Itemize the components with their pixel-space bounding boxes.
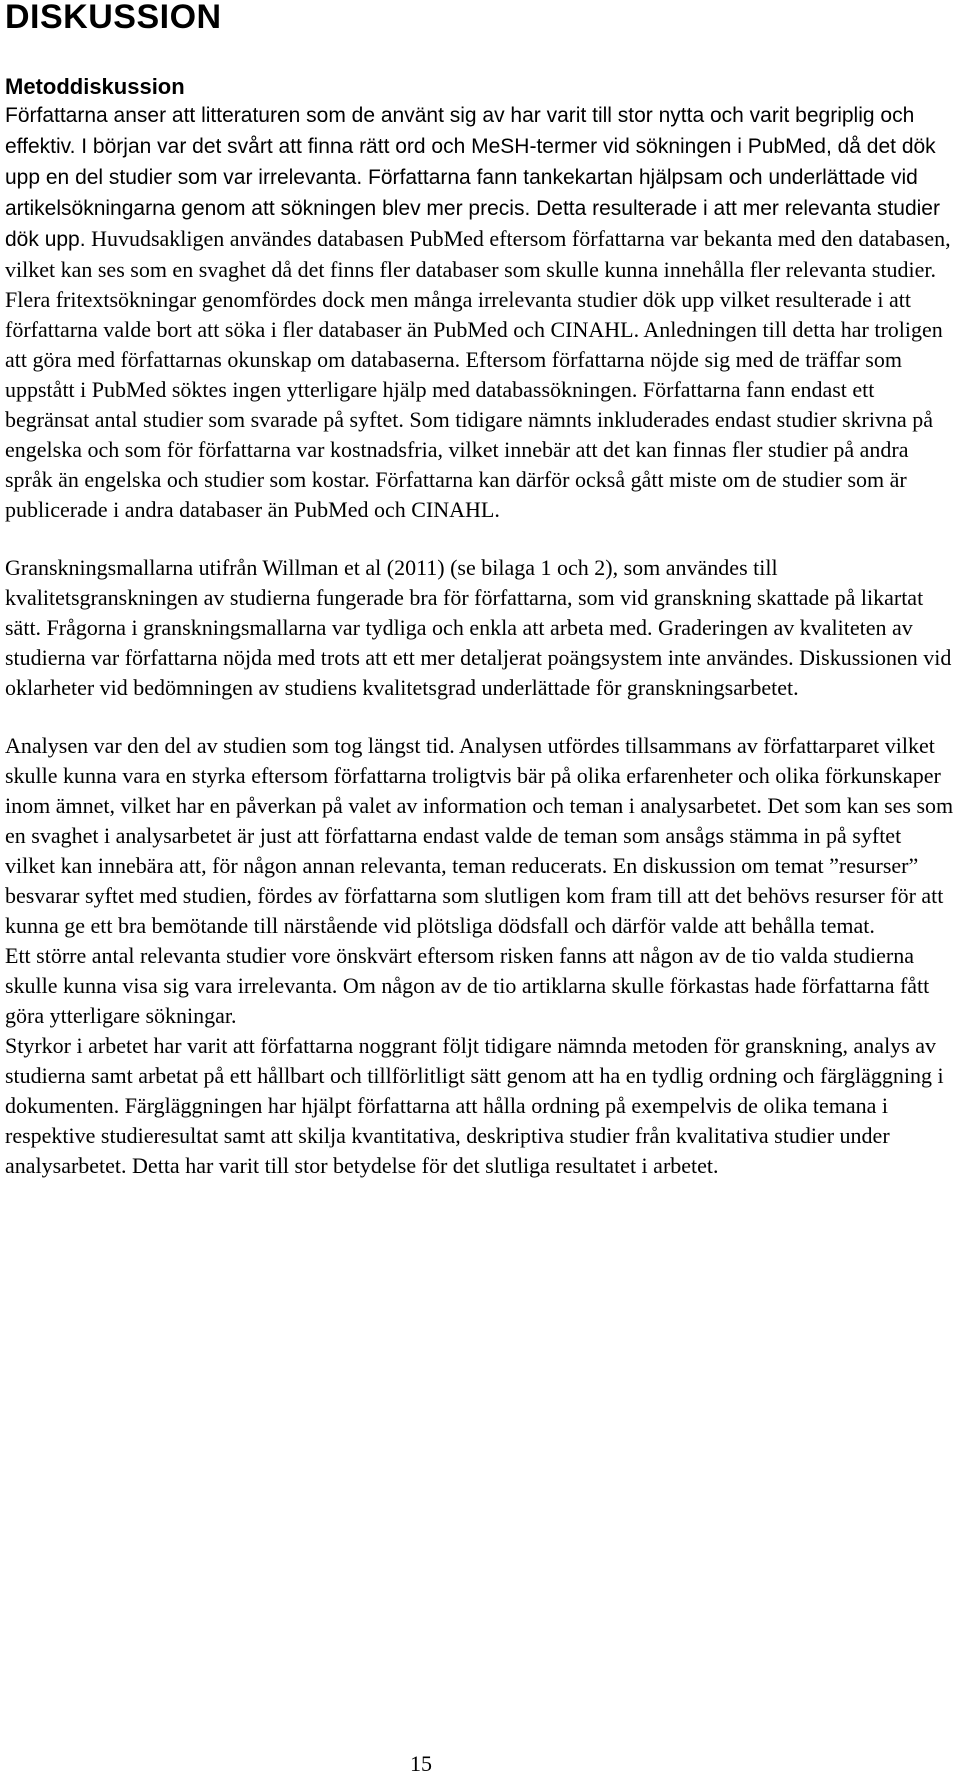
paragraph-sans-part: Författarna anser att litteraturen som de använt sig av har varit till stor nytta och varit begriplig och effektiv. I början var det svårt att finna rätt ord och MeSH-termer vid sökningen i PubMed, då det dök upp en del studier som var irrelevanta. Författarna fann tankekartan hjälpsam och underlättade vid artikelsökningarna genom att sökningen blev mer precis. Detta resulterade i att mer relevanta studier dök upp. [5,104,940,251]
paragraph-serif-part: Huvudsakligen användes databasen PubMed eftersom författarna var bekanta med den databasen, vilket kan ses som en svaghet då det finns fler databaser som skulle kunna innehålla fler relevanta studier. Flera fritextsökningar genomfördes dock men många irrelevanta studier dök upp vilket resulterade i att författarna valde bort att söka i fler databaser än PubMed och CINAHL. Anledningen till detta har troligen att göra med författarnas okunskap om databaserna. Eftersom författarna nöjde sig med de träffar som uppstått i PubMed söktes ingen ytterligare hjälp med databassökningen. Författarna fann endast ett begränsat antal studier som svarade på syftet. Som tidigare nämnts inkluderades endast studier skrivna på engelska och som för författarna var kostnadsfria, vilket innebär att det kan finnas fler studier på andra språk än engelska och studier som kostar. Författarna kan därför också gått miste om de studier som är publicerade i andra databaser än PubMed och CINAHL. [5,226,951,522]
paragraph-review-templates: Granskningsmallarna utifrån Willman et al (2011) (se bilaga 1 och 2), som användes till kvalitetsgranskningen av studierna fungerade bra för författarna, som vid granskning skattade på likartat sätt. Frågorna i granskningsmallarna var tydliga och enkla att arbeta med. Graderingen av kvaliteten av studierna var författarna nöjda med trots att ett mer detaljerat poängsystem inte användes. Diskussionen vid oklarheter vid bedömningen av studiens kvalitetsgrad underlättade för granskningsarbetet. [5,555,952,700]
page-number: 15 [410,1751,432,1776]
paragraph-strengths: Styrkor i arbetet har varit att författarna noggrant följt tidigare nämnda metoden för granskning, analys av studierna samt arbetat på ett hållbart och tillförlitligt sätt genom att ha en tydlig ordning och färgläggning i dokumenten. Färgläggningen har hjälpt författarna att hålla ordning på exempelvis de olika temana i respektive studieresultat samt att skilja kvantitativa, deskriptiva studier från kvalitativa studier under analysarbetet. Detta har varit till stor betydelse för det slutliga resultatet i arbetet. [5,1033,944,1178]
paragraph-analysis: Analysen var den del av studien som tog längst tid. Analysen utfördes tillsammans av författarparet vilket skulle kunna vara en styrka eftersom författarna troligtvis bär på olika erfarenheter och olika förkunskaper inom ämnet, vilket har en påverkan på valet av information och teman i analysarbetet. Det som kan ses som en svaghet i analysarbetet är just att författarna endast valde de teman som ansågs stämma in på syftet vilket kan innebära att, för någon annan relevanta, teman reducerats. En diskussion om temat ”resurser” besvarar syftet med studien, fördes av författarna som slutligen kom fram till att det behövs resurser för att kunna ge ett bra bemötande till närstående vid plötsliga dödsfall och därför valde att behålla temat. [5,733,954,938]
paragraph-study-count: Ett större antal relevanta studier vore önskvärt eftersom risken fanns att någon av de tio valda studierna skulle kunna visa sig vara irrelevanta. Om någon av de tio artiklarna skulle förkastas hade författarna fått göra ytterligare sökningar. [5,943,930,1028]
document-page [5,0,955,1181]
section-heading: Metoddiskussion [5,74,185,99]
paragraph-method-literature [5,100,955,525]
page-title: DISKUSSION [5,0,222,36]
